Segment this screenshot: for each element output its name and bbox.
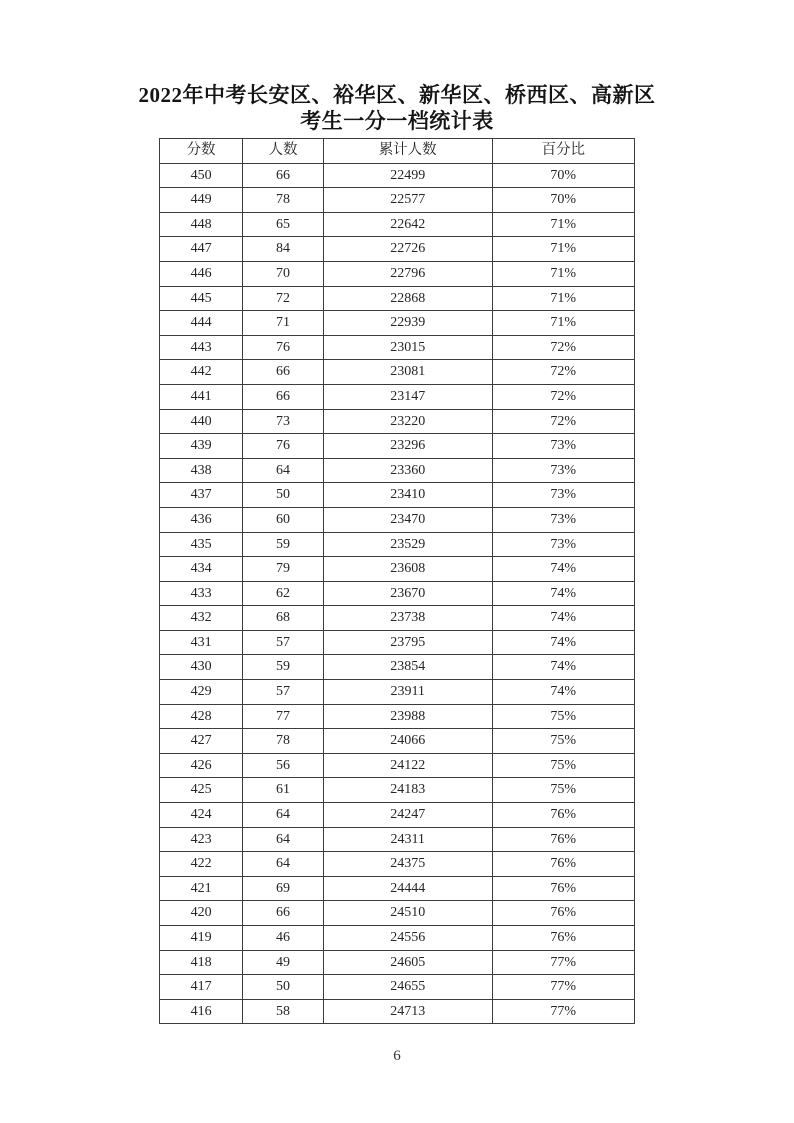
table-cell: 64 [243,827,324,852]
table-cell: 426 [160,753,243,778]
table-row [160,163,635,188]
table-cell: 77% [492,975,635,1000]
table-row [160,458,635,483]
table-cell: 24605 [323,950,492,975]
table-cell: 23854 [323,655,492,680]
column-header: 累计人数 [323,139,492,164]
table-row [160,557,635,582]
table-cell: 73% [492,483,635,508]
table-cell: 77% [492,999,635,1024]
table-cell: 75% [492,753,635,778]
table-cell: 74% [492,655,635,680]
table-cell: 437 [160,483,243,508]
table-cell: 74% [492,557,635,582]
table-cell: 434 [160,557,243,582]
table-cell: 449 [160,188,243,213]
table-row [160,950,635,975]
table-cell: 71% [492,261,635,286]
table-cell: 76% [492,901,635,926]
table-row [160,434,635,459]
table-cell: 446 [160,261,243,286]
table-cell: 430 [160,655,243,680]
table-cell: 71% [492,237,635,262]
table-row [160,655,635,680]
table-cell: 65 [243,212,324,237]
table-cell: 22577 [323,188,492,213]
table-cell: 23410 [323,483,492,508]
table-cell: 68 [243,606,324,631]
table-cell: 23296 [323,434,492,459]
table-cell: 50 [243,483,324,508]
table-cell: 66 [243,360,324,385]
column-header: 分数 [160,139,243,164]
table-body [160,163,635,1024]
table-cell: 62 [243,581,324,606]
table-cell: 64 [243,852,324,877]
table-cell: 440 [160,409,243,434]
table-row [160,876,635,901]
table-cell: 76% [492,926,635,951]
table-cell: 66 [243,163,324,188]
table-cell: 76 [243,335,324,360]
table-cell: 425 [160,778,243,803]
title-line-2: 考生一分一档统计表 [300,109,494,133]
table-cell: 448 [160,212,243,237]
page-number: 6 [393,1048,401,1064]
table-row [160,704,635,729]
table-row [160,753,635,778]
table-row [160,483,635,508]
table-cell: 23795 [323,630,492,655]
table-row [160,680,635,705]
table-cell: 24510 [323,901,492,926]
table-cell: 23015 [323,335,492,360]
table-row [160,778,635,803]
table-cell: 73 [243,409,324,434]
table-cell: 69 [243,876,324,901]
table-cell: 73% [492,434,635,459]
table-cell: 76% [492,852,635,877]
table-cell: 76% [492,827,635,852]
table-cell: 24556 [323,926,492,951]
table-row [160,999,635,1024]
table-cell: 442 [160,360,243,385]
table-cell: 23081 [323,360,492,385]
table-row [160,507,635,532]
table-cell: 22868 [323,286,492,311]
table-cell: 23147 [323,384,492,409]
table-row [160,975,635,1000]
table-cell: 450 [160,163,243,188]
table-cell: 24122 [323,753,492,778]
table-cell: 64 [243,458,324,483]
table-cell: 73% [492,532,635,557]
table-row [160,827,635,852]
table-header-row [160,139,635,164]
table-cell: 75% [492,729,635,754]
table-cell: 71 [243,311,324,336]
table-cell: 416 [160,999,243,1024]
table-cell: 24183 [323,778,492,803]
table-cell: 46 [243,926,324,951]
table-row [160,926,635,951]
table-row [160,212,635,237]
table-cell: 22939 [323,311,492,336]
table-row [160,606,635,631]
table-row [160,360,635,385]
table-cell: 24655 [323,975,492,1000]
table-cell: 57 [243,630,324,655]
table-cell: 436 [160,507,243,532]
table-row [160,237,635,262]
table-row [160,335,635,360]
table-row [160,852,635,877]
table-row [160,581,635,606]
table-row [160,188,635,213]
table-row [160,729,635,754]
table-cell: 22796 [323,261,492,286]
table-cell: 73% [492,458,635,483]
table-row [160,409,635,434]
table-cell: 79 [243,557,324,582]
table-cell: 441 [160,384,243,409]
table-cell: 423 [160,827,243,852]
table-cell: 24375 [323,852,492,877]
table-cell: 444 [160,311,243,336]
table-row [160,532,635,557]
table-cell: 70 [243,261,324,286]
table-cell: 22726 [323,237,492,262]
table-cell: 424 [160,803,243,828]
table-cell: 74% [492,606,635,631]
table-cell: 74% [492,581,635,606]
table-cell: 64 [243,803,324,828]
table-cell: 58 [243,999,324,1024]
table-cell: 75% [492,704,635,729]
table-cell: 23529 [323,532,492,557]
table-cell: 22642 [323,212,492,237]
table-cell: 429 [160,680,243,705]
table-cell: 72 [243,286,324,311]
table-row [160,261,635,286]
table-cell: 76 [243,434,324,459]
table-cell: 23470 [323,507,492,532]
table-cell: 71% [492,286,635,311]
table-cell: 70% [492,188,635,213]
table-cell: 447 [160,237,243,262]
table-cell: 445 [160,286,243,311]
table-cell: 23911 [323,680,492,705]
table-cell: 419 [160,926,243,951]
table-row [160,630,635,655]
table-cell: 23220 [323,409,492,434]
table-row [160,901,635,926]
table-cell: 24444 [323,876,492,901]
table-cell: 438 [160,458,243,483]
table-cell: 435 [160,532,243,557]
table-cell: 71% [492,212,635,237]
title-line-1: 2022年中考长安区、裕华区、新华区、桥西区、高新区 [138,83,656,107]
table-row [160,286,635,311]
table-cell: 77% [492,950,635,975]
table-row [160,384,635,409]
table-cell: 84 [243,237,324,262]
table-cell: 72% [492,360,635,385]
table-cell: 22499 [323,163,492,188]
table-cell: 24713 [323,999,492,1024]
table-cell: 23360 [323,458,492,483]
table-cell: 417 [160,975,243,1000]
table-cell: 23738 [323,606,492,631]
table-cell: 443 [160,335,243,360]
table-cell: 72% [492,335,635,360]
table-cell: 431 [160,630,243,655]
table-cell: 72% [492,409,635,434]
table-cell: 73% [492,507,635,532]
table-cell: 23988 [323,704,492,729]
table-cell: 23608 [323,557,492,582]
table-cell: 57 [243,680,324,705]
table-cell: 439 [160,434,243,459]
table-cell: 24247 [323,803,492,828]
table-cell: 78 [243,188,324,213]
table-cell: 66 [243,901,324,926]
table-cell: 49 [243,950,324,975]
table-cell: 56 [243,753,324,778]
table-cell: 75% [492,778,635,803]
table-cell: 433 [160,581,243,606]
table-row [160,803,635,828]
table-cell: 78 [243,729,324,754]
table-cell: 432 [160,606,243,631]
table-cell: 427 [160,729,243,754]
table-cell: 60 [243,507,324,532]
table-cell: 76% [492,803,635,828]
table-cell: 71% [492,311,635,336]
table-cell: 428 [160,704,243,729]
table-cell: 421 [160,876,243,901]
table-cell: 59 [243,655,324,680]
table-cell: 23670 [323,581,492,606]
table-cell: 422 [160,852,243,877]
table-cell: 74% [492,680,635,705]
table-row [160,311,635,336]
table-cell: 420 [160,901,243,926]
column-header: 百分比 [492,139,635,164]
table-cell: 77 [243,704,324,729]
table-cell: 72% [492,384,635,409]
table-cell: 59 [243,532,324,557]
table-cell: 24311 [323,827,492,852]
table-cell: 74% [492,630,635,655]
table-cell: 418 [160,950,243,975]
table-cell: 24066 [323,729,492,754]
column-header: 人数 [243,139,324,164]
table-cell: 61 [243,778,324,803]
score-distribution-table [159,138,635,1024]
table-cell: 66 [243,384,324,409]
table-cell: 76% [492,876,635,901]
table-cell: 70% [492,163,635,188]
table-cell: 50 [243,975,324,1000]
page-title [0,0,794,134]
